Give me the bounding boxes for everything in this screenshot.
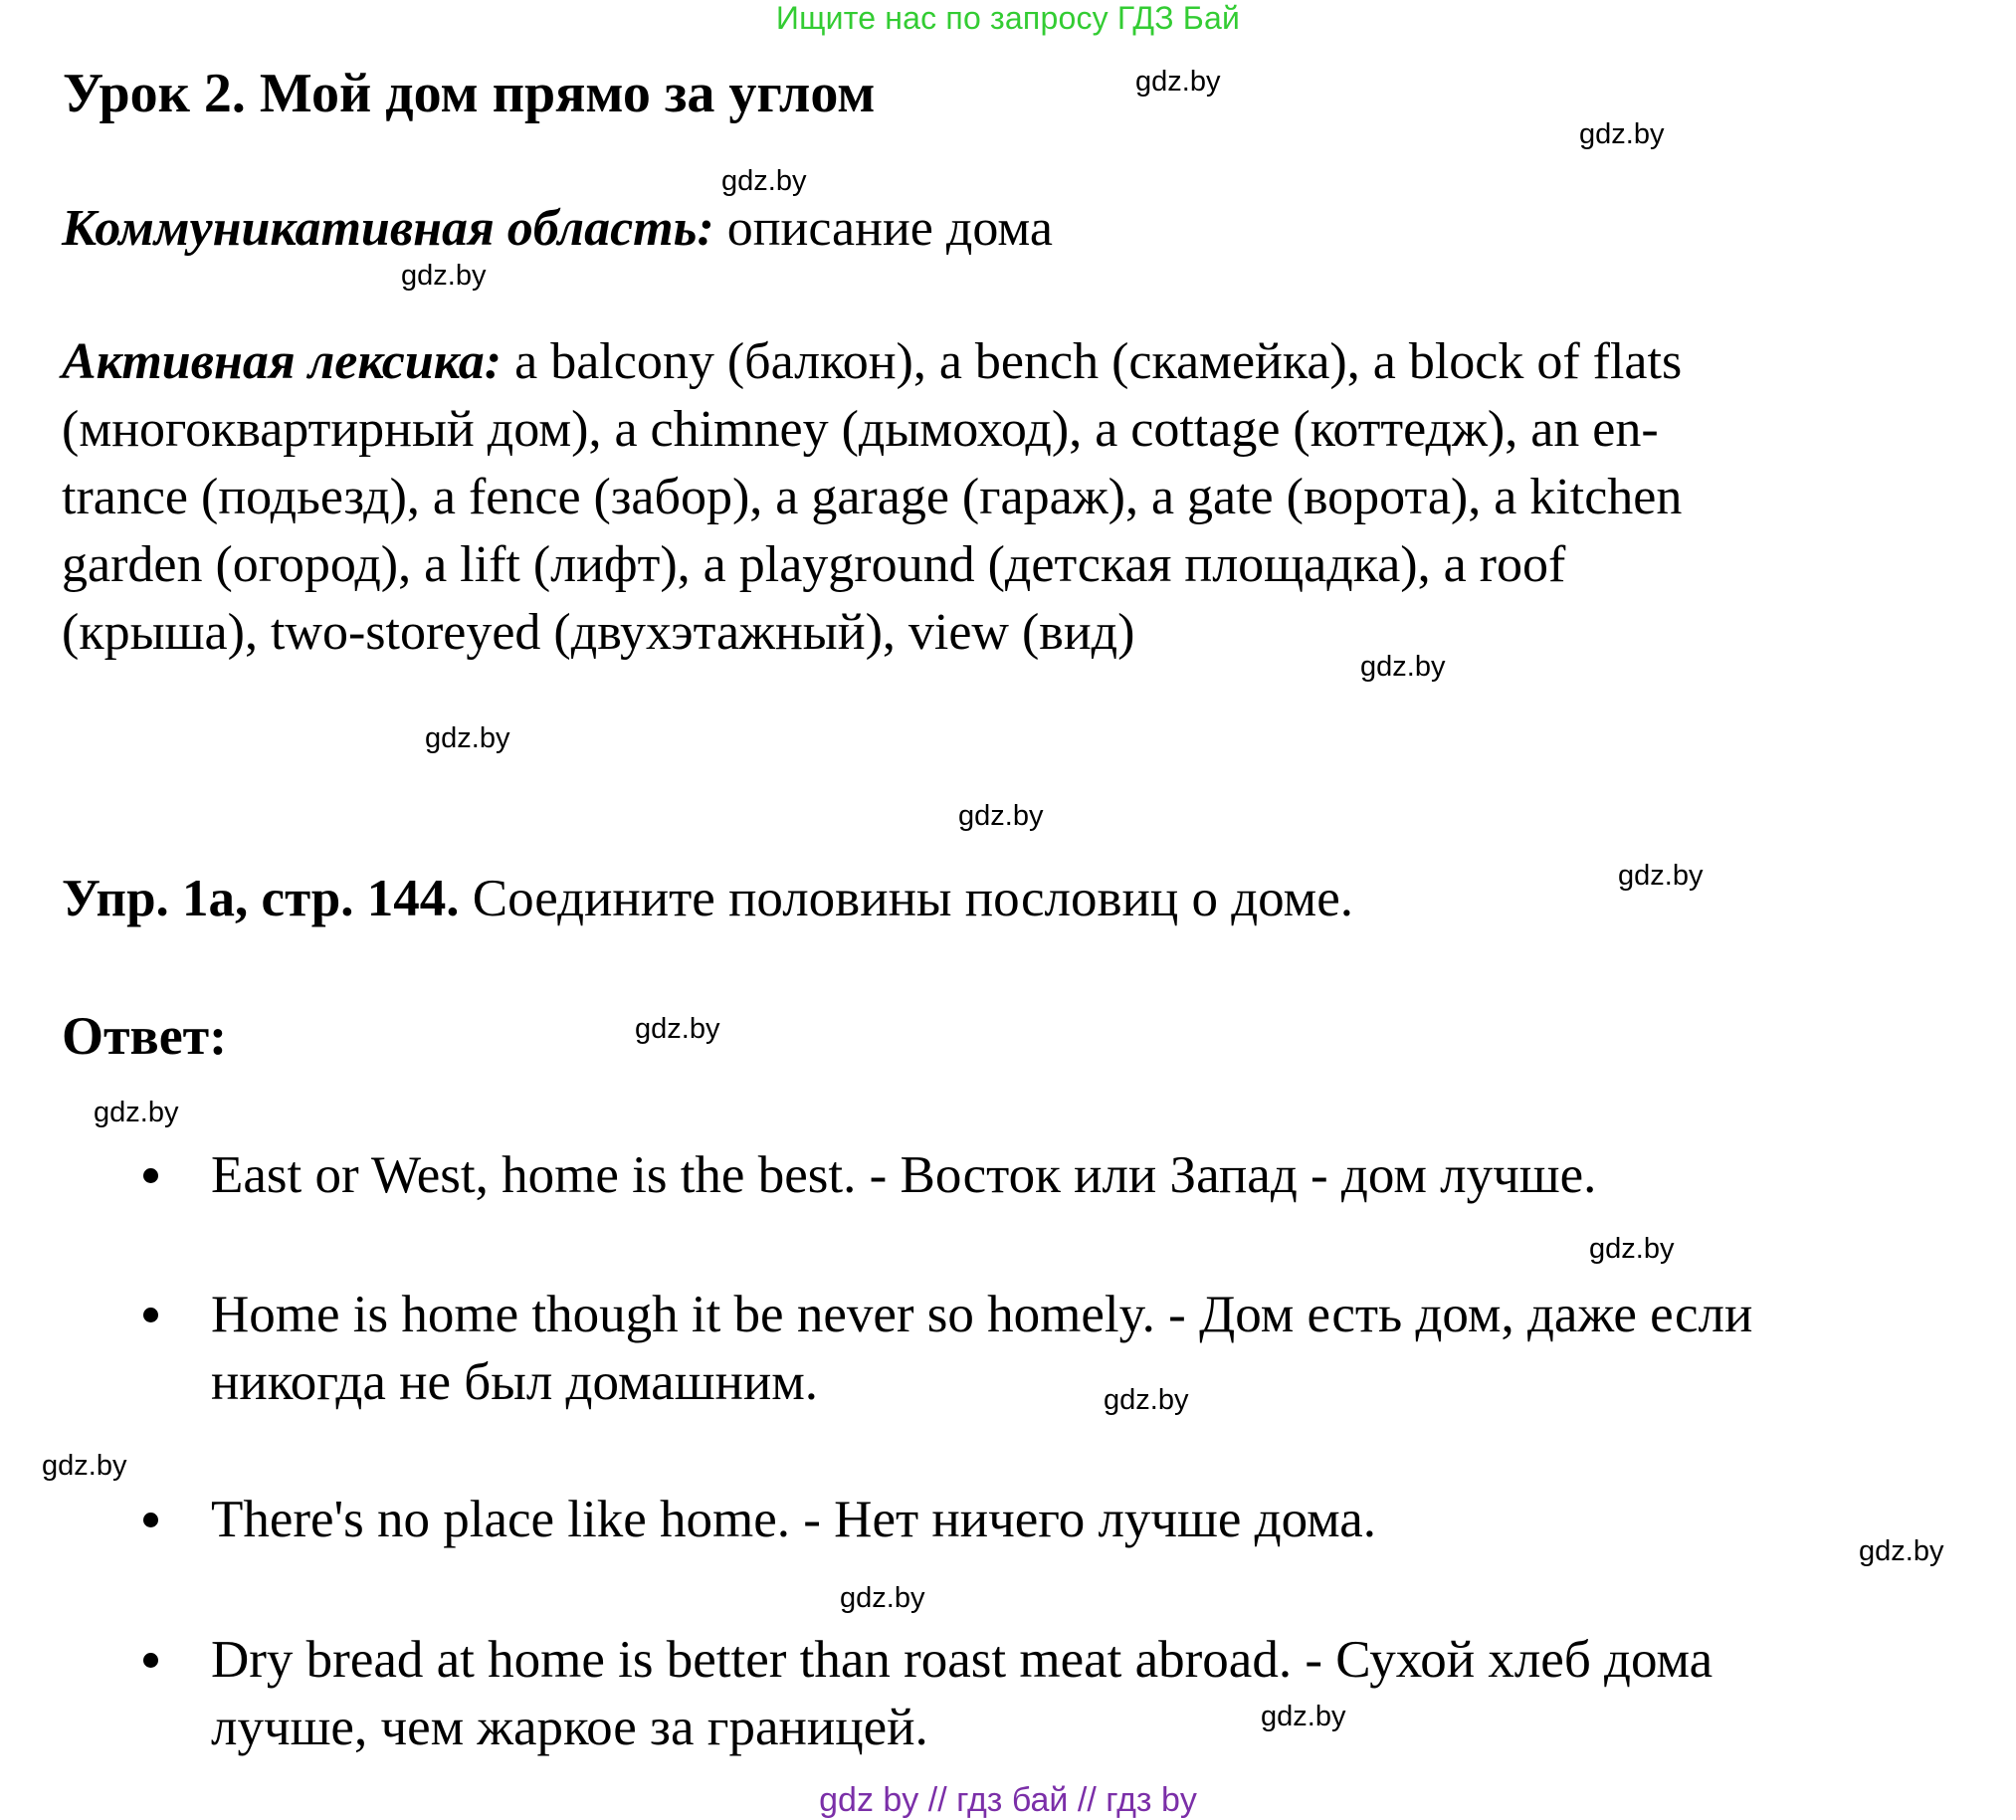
answer-text: East or West, home is the best. - Восток или Запад - дом лучше. <box>211 1146 1597 1204</box>
watermark: gdz.by <box>94 1097 179 1128</box>
footer-links: gdz by // гдз бай // гдз by <box>819 1781 1197 1819</box>
answer-text: никогда не был домашним. <box>211 1353 819 1411</box>
watermark: gdz.by <box>42 1450 127 1482</box>
watermark: gdz.by <box>1135 66 1221 98</box>
vocabulary-line: trance (подьезд), a fence (забор), a garage (гараж), a gate (ворота), a kitchen <box>62 469 1683 525</box>
watermark: gdz.by <box>1589 1233 1675 1265</box>
bullet-icon <box>143 1653 158 1668</box>
lesson-title: Урок 2. Мой дом прямо за углом <box>63 63 876 124</box>
exercise-task: Соедините половины пословиц о доме. <box>459 870 1353 927</box>
answer-text: Dry bread at home is better than roast meat abroad. - Сухой хлеб дома <box>211 1631 1714 1689</box>
watermark: gdz.by <box>840 1582 925 1614</box>
vocabulary-line: (многоквартирный дом), a chimney (дымоход), a cottage (коттедж), an en- <box>62 401 1659 458</box>
bullet-icon <box>143 1513 158 1527</box>
search-banner: Ищите нас по запросу ГДЗ Бай <box>775 0 1241 36</box>
watermark: gdz.by <box>958 800 1044 832</box>
bullet-icon <box>143 1168 158 1183</box>
watermark: gdz.by <box>1579 118 1665 150</box>
watermark: gdz.by <box>1360 651 1446 683</box>
watermark: gdz.by <box>1859 1535 1944 1567</box>
watermark: gdz.by <box>635 1013 720 1045</box>
communicative-label: Коммуникативная область: <box>62 200 714 257</box>
watermark: gdz.by <box>721 165 807 197</box>
answer-text: лучше, чем жаркое за границей. <box>211 1699 928 1756</box>
answer-label: Ответ: <box>62 1006 228 1066</box>
watermark: gdz.by <box>401 260 487 292</box>
watermark: gdz.by <box>1261 1701 1346 1732</box>
watermark: gdz.by <box>1618 860 1704 892</box>
answer-text: Home is home though it be never so homely. - Дом есть дом, даже если <box>211 1286 1753 1343</box>
communicative-area <box>62 195 1053 263</box>
vocabulary-label: Активная лексика: <box>62 333 503 390</box>
exercise-heading <box>62 869 1353 928</box>
active-vocabulary <box>62 328 1952 667</box>
exercise-label: Упр. 1а, стр. 144. <box>62 870 460 927</box>
vocabulary-line: Активная лексика: a balcony (балкон), a bench (скамейка), a block of flats <box>62 333 1683 390</box>
watermark: gdz.by <box>425 722 510 754</box>
vocabulary-line: garden (огород), a lift (лифт), a playground (детская площадка), a roof <box>62 536 1566 593</box>
bullet-icon <box>143 1308 158 1322</box>
watermark: gdz.by <box>1104 1384 1189 1416</box>
communicative-value: описание дома <box>713 200 1053 257</box>
vocabulary-line: (крыша), two-storeyed (двухэтажный), view (вид) <box>62 604 1135 661</box>
answer-text: There's no place like home. - Нет ничего лучше дома. <box>211 1491 1377 1548</box>
